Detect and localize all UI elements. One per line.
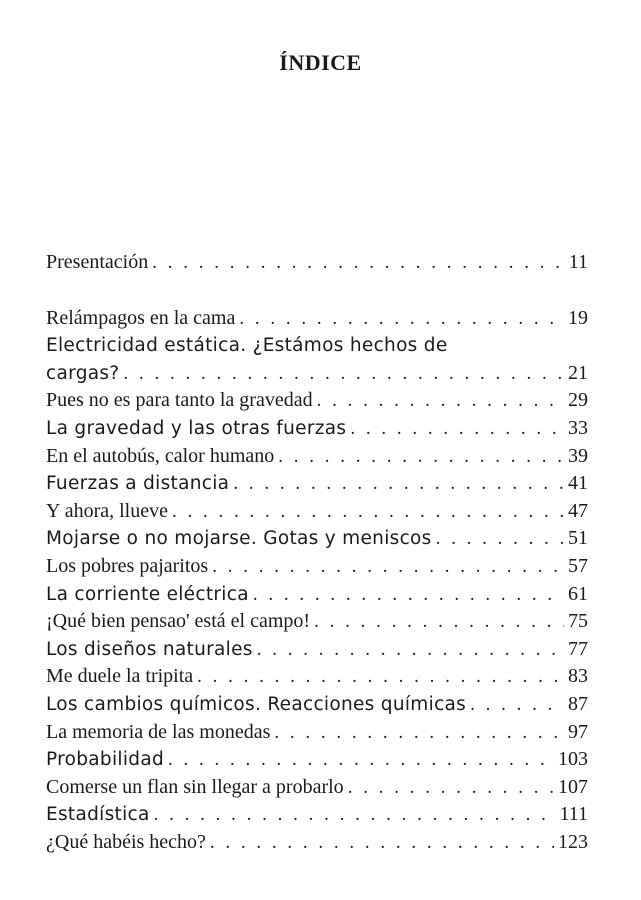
toc-entry[interactable] [46, 498, 588, 526]
toc-entry-title: Y ahora, llueve [46, 499, 168, 522]
toc-entry-title: Los cambios químicos. Reacciones químicas [46, 693, 467, 715]
toc-entry-title: La corriente eléctrica [46, 583, 249, 605]
toc-entry-multiline[interactable] [46, 332, 588, 387]
toc-entry-title-line1: Electricidad estática. ¿Estámos hechos de [46, 335, 448, 357]
toc-entry-page: 21 [568, 361, 588, 384]
toc-entry-page: 123 [558, 830, 588, 853]
toc-entry-presentation[interactable] [46, 249, 588, 277]
toc-entry[interactable] [46, 691, 588, 719]
page-title: ÍNDICE [279, 50, 362, 75]
toc-entry[interactable] [46, 829, 588, 857]
toc-entry-title-line2: cargas? [46, 362, 120, 384]
dot-leader [470, 691, 564, 719]
dot-leader [278, 443, 564, 471]
toc-entry-title: La memoria de las monedas [46, 720, 271, 743]
dot-leader [172, 498, 564, 526]
toc-entry-page: 75 [568, 610, 588, 633]
toc-entry-page: 97 [568, 720, 588, 743]
toc-entry[interactable] [46, 553, 588, 581]
toc-entry-page: 61 [568, 582, 588, 605]
dot-leader [152, 249, 565, 277]
toc-entry[interactable] [46, 801, 588, 829]
toc-entry-title: Relámpagos en la cama [46, 306, 236, 329]
toc-entry[interactable] [46, 525, 588, 553]
dot-leader [348, 774, 554, 802]
toc-entry-title: Fuerzas a distancia [46, 473, 230, 495]
toc-entry-title: ¡Qué bien pensao' está el campo! [46, 610, 311, 633]
toc-entry-title: Pues no es para tanto la gravedad [46, 389, 313, 412]
toc-entry-page: 87 [568, 692, 588, 715]
dot-leader [154, 801, 556, 829]
toc-entry-page: 19 [568, 306, 588, 329]
dot-leader [317, 387, 564, 415]
toc-entry[interactable] [46, 305, 588, 333]
dot-leader [436, 525, 564, 553]
toc-entry-title: Presentación [46, 251, 149, 273]
toc-entry-title: ¿Qué habéis hecho? [46, 830, 206, 853]
dot-leader [274, 719, 564, 747]
toc-entry-page: 111 [559, 803, 588, 826]
toc-entry-page: 57 [568, 554, 588, 577]
dot-leader [197, 663, 564, 691]
toc-entry-page: 47 [568, 499, 588, 522]
dot-leader [239, 305, 564, 333]
dot-leader [233, 470, 564, 498]
dot-leader [123, 360, 564, 388]
toc-entry-page: 11 [568, 251, 588, 273]
toc-entry[interactable] [46, 774, 588, 802]
toc-entry-title: En el autobús, calor humano [46, 444, 275, 467]
toc-entry[interactable] [46, 581, 588, 609]
table-of-contents [46, 249, 588, 856]
dot-leader [314, 608, 564, 636]
dot-leader [257, 636, 564, 664]
toc-entry-title: Me duele la tripita [46, 665, 194, 688]
toc-entry[interactable] [46, 636, 588, 664]
toc-entry-page: 77 [568, 637, 588, 660]
dot-leader [212, 553, 564, 581]
toc-entry[interactable] [46, 387, 588, 415]
dot-leader [168, 746, 554, 774]
toc-entry-title: Probabilidad [46, 749, 165, 771]
toc-entry-page: 39 [568, 444, 588, 467]
toc-entry-page: 107 [558, 775, 588, 798]
dot-leader [350, 415, 564, 443]
toc-entry[interactable] [46, 443, 588, 471]
toc-entry-title: Estadística [46, 804, 150, 826]
section-gap [46, 277, 588, 305]
toc-entry-page: 51 [568, 527, 588, 550]
toc-entry[interactable] [46, 608, 588, 636]
toc-entry-page: 29 [568, 389, 588, 412]
toc-entry-title: Los diseños naturales [46, 638, 253, 660]
toc-entry-page: 103 [558, 748, 588, 771]
toc-entry-title: La gravedad y las otras fuerzas [46, 417, 347, 439]
toc-entry-page: 83 [568, 665, 588, 688]
toc-entry[interactable] [46, 719, 588, 747]
toc-entry-page: 33 [568, 416, 588, 439]
toc-entry-title: Comerse un flan sin llegar a probarlo [46, 775, 344, 798]
toc-entry[interactable] [46, 663, 588, 691]
toc-entry-title: Mojarse o no mojarse. Gotas y meniscos [46, 528, 432, 550]
toc-entry-page: 41 [568, 472, 588, 495]
toc-entry[interactable] [46, 470, 588, 498]
toc-entry-title: Los pobres pajaritos [46, 554, 209, 577]
toc-entry[interactable] [46, 415, 588, 443]
toc-entry[interactable] [46, 746, 588, 774]
dot-leader [210, 829, 554, 857]
dot-leader [253, 581, 564, 609]
